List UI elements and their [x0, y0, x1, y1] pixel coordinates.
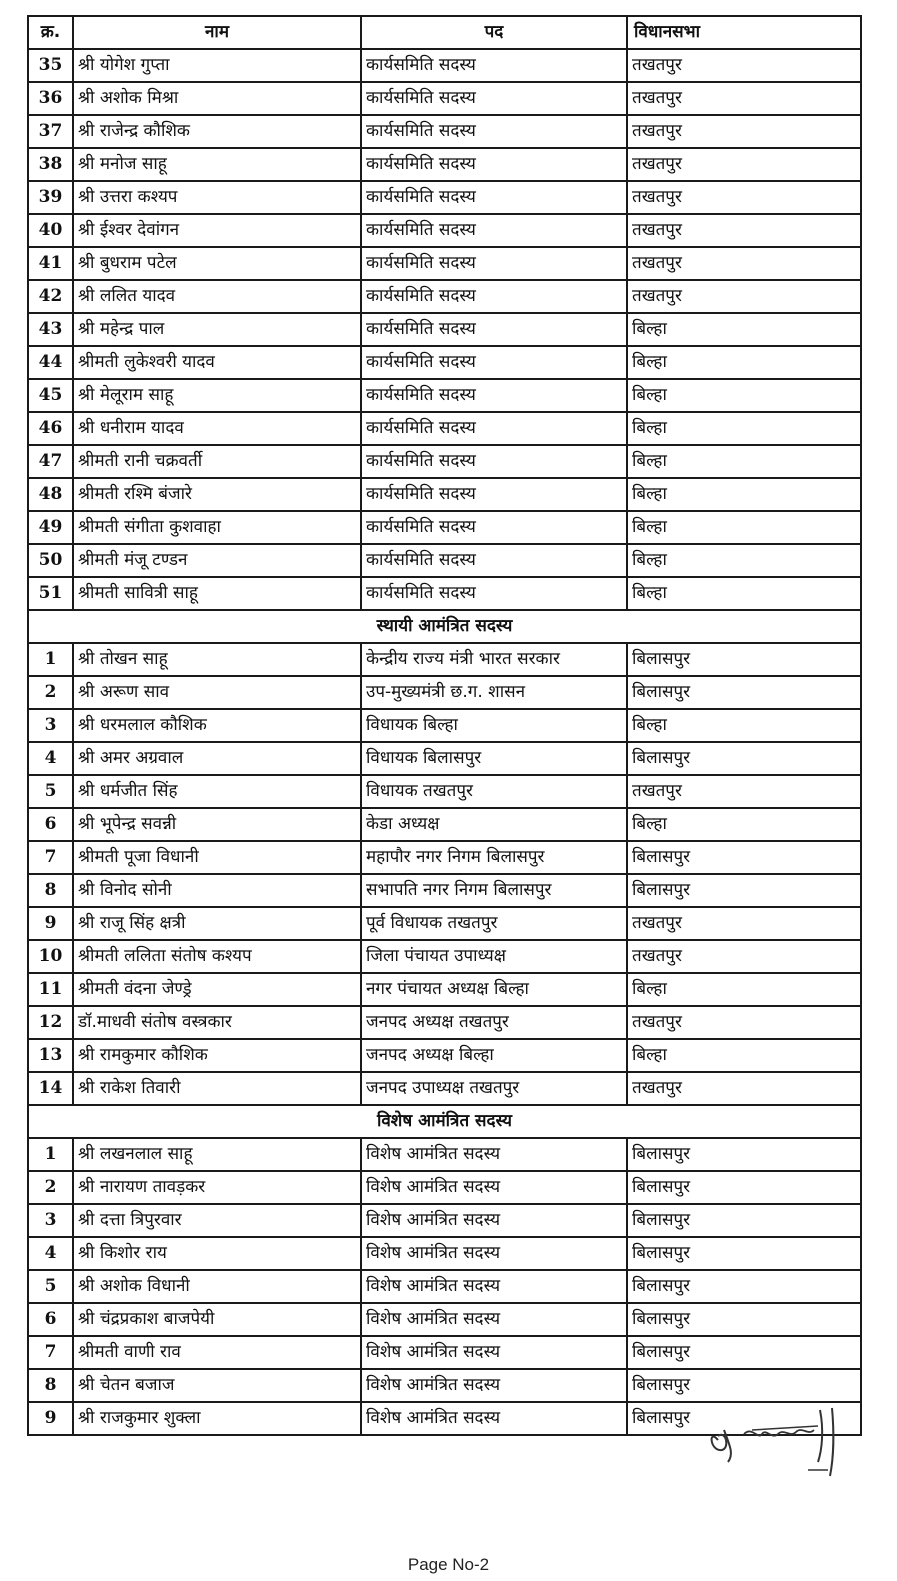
- cell-vidhansabha: तखतपुर: [627, 148, 861, 181]
- header-pad: पद: [361, 16, 627, 49]
- cell-designation: कार्यसमिति सदस्य: [361, 49, 627, 82]
- cell-number: 40: [28, 214, 73, 247]
- table-row: [28, 412, 861, 445]
- cell-designation: विशेष आमंत्रित सदस्य: [361, 1402, 627, 1435]
- cell-name: श्रीमती पूजा विधानी: [73, 841, 361, 874]
- cell-name: श्री अमर अग्रवाल: [73, 742, 361, 775]
- cell-name: श्री मनोज साहू: [73, 148, 361, 181]
- cell-name: श्री अशोक विधानी: [73, 1270, 361, 1303]
- cell-number: 11: [28, 973, 73, 1006]
- cell-name: श्री ईश्वर देवांगन: [73, 214, 361, 247]
- cell-number: 12: [28, 1006, 73, 1039]
- cell-name: श्री महेन्द्र पाल: [73, 313, 361, 346]
- cell-number: 6: [28, 808, 73, 841]
- cell-vidhansabha: बिलासपुर: [627, 1369, 861, 1402]
- header-num: क्र.: [28, 16, 73, 49]
- member-table: [27, 15, 862, 1436]
- cell-number: 5: [28, 775, 73, 808]
- cell-number: 49: [28, 511, 73, 544]
- cell-name: श्रीमती वाणी राव: [73, 1336, 361, 1369]
- cell-name: श्रीमती रश्मि बंजारे: [73, 478, 361, 511]
- cell-designation: नगर पंचायत अध्यक्ष बिल्हा: [361, 973, 627, 1006]
- cell-name: श्री राजेन्द्र कौशिक: [73, 115, 361, 148]
- cell-name: श्री चेतन बजाज: [73, 1369, 361, 1402]
- cell-designation: पूर्व विधायक तखतपुर: [361, 907, 627, 940]
- cell-designation: सभापति नगर निगम बिलासपुर: [361, 874, 627, 907]
- cell-vidhansabha: बिलासपुर: [627, 1270, 861, 1303]
- cell-number: 37: [28, 115, 73, 148]
- cell-vidhansabha: तखतपुर: [627, 115, 861, 148]
- table-row: [28, 841, 861, 874]
- cell-number: 3: [28, 1204, 73, 1237]
- cell-designation: कार्यसमिति सदस्य: [361, 181, 627, 214]
- cell-vidhansabha: बिलासपुर: [627, 1237, 861, 1270]
- cell-vidhansabha: तखतपुर: [627, 82, 861, 115]
- cell-number: 42: [28, 280, 73, 313]
- cell-designation: विशेष आमंत्रित सदस्य: [361, 1138, 627, 1171]
- cell-designation: विशेष आमंत्रित सदस्य: [361, 1369, 627, 1402]
- cell-name: श्री धरमलाल कौशिक: [73, 709, 361, 742]
- table-row: [28, 115, 861, 148]
- table-row: [28, 577, 861, 610]
- table-row: [28, 181, 861, 214]
- cell-name: श्रीमती संगीता कुशवाहा: [73, 511, 361, 544]
- table-row: [28, 1039, 861, 1072]
- table-row: [28, 709, 861, 742]
- cell-designation: कार्यसमिति सदस्य: [361, 511, 627, 544]
- cell-vidhansabha: तखतपुर: [627, 1006, 861, 1039]
- cell-vidhansabha: बिल्हा: [627, 577, 861, 610]
- cell-vidhansabha: बिलासपुर: [627, 1171, 861, 1204]
- cell-vidhansabha: बिल्हा: [627, 412, 861, 445]
- cell-vidhansabha: बिलासपुर: [627, 1336, 861, 1369]
- table-body: [28, 49, 861, 1435]
- table-row: [28, 1204, 861, 1237]
- cell-designation: केडा अध्यक्ष: [361, 808, 627, 841]
- section-row: [28, 1105, 861, 1138]
- table-row: [28, 148, 861, 181]
- cell-number: 3: [28, 709, 73, 742]
- cell-name: श्री राकेश तिवारी: [73, 1072, 361, 1105]
- cell-number: 36: [28, 82, 73, 115]
- cell-designation: उप-मुख्यमंत्री छ.ग. शासन: [361, 676, 627, 709]
- cell-number: 50: [28, 544, 73, 577]
- cell-name: श्री योगेश गुप्ता: [73, 49, 361, 82]
- cell-name: श्री दत्ता त्रिपुरवार: [73, 1204, 361, 1237]
- cell-number: 4: [28, 1237, 73, 1270]
- cell-name: श्री धर्मजीत सिंह: [73, 775, 361, 808]
- cell-number: 9: [28, 1402, 73, 1435]
- cell-designation: कार्यसमिति सदस्य: [361, 280, 627, 313]
- table-row: [28, 676, 861, 709]
- cell-vidhansabha: बिल्हा: [627, 313, 861, 346]
- cell-vidhansabha: बिल्हा: [627, 709, 861, 742]
- cell-vidhansabha: बिलासपुर: [627, 643, 861, 676]
- cell-name: श्रीमती सावित्री साहू: [73, 577, 361, 610]
- table-row: [28, 1369, 861, 1402]
- cell-number: 2: [28, 1171, 73, 1204]
- table-row: [28, 280, 861, 313]
- cell-designation: कार्यसमिति सदस्य: [361, 379, 627, 412]
- cell-number: 47: [28, 445, 73, 478]
- cell-number: 39: [28, 181, 73, 214]
- cell-designation: जिला पंचायत उपाध्यक्ष: [361, 940, 627, 973]
- cell-number: 8: [28, 1369, 73, 1402]
- cell-number: 45: [28, 379, 73, 412]
- cell-name: श्रीमती रानी चक्रवर्ती: [73, 445, 361, 478]
- cell-vidhansabha: बिलासपुर: [627, 676, 861, 709]
- section-title: विशेष आमंत्रित सदस्य: [28, 1105, 861, 1138]
- cell-number: 1: [28, 1138, 73, 1171]
- table-row: [28, 643, 861, 676]
- cell-number: 44: [28, 346, 73, 379]
- cell-vidhansabha: बिलासपुर: [627, 841, 861, 874]
- cell-number: 38: [28, 148, 73, 181]
- cell-name: श्री रामकुमार कौशिक: [73, 1039, 361, 1072]
- cell-name: श्री चंद्रप्रकाश बाजपेयी: [73, 1303, 361, 1336]
- table-row: [28, 940, 861, 973]
- table-row: [28, 379, 861, 412]
- table-row: [28, 1303, 861, 1336]
- cell-designation: विशेष आमंत्रित सदस्य: [361, 1237, 627, 1270]
- cell-number: 46: [28, 412, 73, 445]
- cell-designation: विधायक बिलासपुर: [361, 742, 627, 775]
- table-row: [28, 874, 861, 907]
- cell-vidhansabha: बिल्हा: [627, 808, 861, 841]
- cell-name: श्री उत्तरा कश्यप: [73, 181, 361, 214]
- cell-number: 1: [28, 643, 73, 676]
- cell-designation: कार्यसमिति सदस्य: [361, 577, 627, 610]
- table-row: [28, 808, 861, 841]
- cell-name: श्री अशोक मिश्रा: [73, 82, 361, 115]
- cell-vidhansabha: तखतपुर: [627, 775, 861, 808]
- cell-name: श्रीमती वंदना जेण्ड्रे: [73, 973, 361, 1006]
- cell-vidhansabha: बिल्हा: [627, 379, 861, 412]
- cell-vidhansabha: बिल्हा: [627, 346, 861, 379]
- cell-vidhansabha: तखतपुर: [627, 907, 861, 940]
- table-row: [28, 1006, 861, 1039]
- cell-vidhansabha: तखतपुर: [627, 280, 861, 313]
- cell-vidhansabha: तखतपुर: [627, 181, 861, 214]
- cell-vidhansabha: बिलासपुर: [627, 1402, 861, 1435]
- cell-name: श्री नारायण तावड़कर: [73, 1171, 361, 1204]
- cell-number: 35: [28, 49, 73, 82]
- table-row: [28, 82, 861, 115]
- table-row: [28, 478, 861, 511]
- cell-designation: विशेष आमंत्रित सदस्य: [361, 1204, 627, 1237]
- cell-name: श्री किशोर राय: [73, 1237, 361, 1270]
- cell-vidhansabha: तखतपुर: [627, 1072, 861, 1105]
- header-name: नाम: [73, 16, 361, 49]
- cell-name: श्री राजकुमार शुक्ला: [73, 1402, 361, 1435]
- cell-designation: जनपद अध्यक्ष तखतपुर: [361, 1006, 627, 1039]
- cell-designation: विधायक तखतपुर: [361, 775, 627, 808]
- table-row: [28, 1237, 861, 1270]
- cell-number: 43: [28, 313, 73, 346]
- cell-number: 7: [28, 841, 73, 874]
- table-row: [28, 214, 861, 247]
- cell-vidhansabha: तखतपुर: [627, 940, 861, 973]
- cell-designation: कार्यसमिति सदस्य: [361, 346, 627, 379]
- table-row: [28, 1336, 861, 1369]
- cell-name: डॉ.माधवी संतोष वस्त्रकार: [73, 1006, 361, 1039]
- cell-designation: कार्यसमिति सदस्य: [361, 148, 627, 181]
- cell-designation: विशेष आमंत्रित सदस्य: [361, 1270, 627, 1303]
- table-row: [28, 775, 861, 808]
- table-row: [28, 346, 861, 379]
- page-number: Page No-2: [407, 1555, 490, 1574]
- cell-designation: कार्यसमिति सदस्य: [361, 247, 627, 280]
- cell-designation: कार्यसमिति सदस्य: [361, 214, 627, 247]
- cell-name: श्रीमती ललिता संतोष कश्यप: [73, 940, 361, 973]
- cell-name: श्री भूपेन्द्र सवन्नी: [73, 808, 361, 841]
- section-title: स्थायी आमंत्रित सदस्य: [28, 610, 861, 643]
- cell-designation: विशेष आमंत्रित सदस्य: [361, 1336, 627, 1369]
- cell-name: श्री बुधराम पटेल: [73, 247, 361, 280]
- cell-number: 48: [28, 478, 73, 511]
- cell-number: 14: [28, 1072, 73, 1105]
- table-row: [28, 1072, 861, 1105]
- cell-number: 10: [28, 940, 73, 973]
- cell-name: श्री राजू सिंह क्षत्री: [73, 907, 361, 940]
- cell-number: 5: [28, 1270, 73, 1303]
- cell-vidhansabha: बिल्हा: [627, 511, 861, 544]
- cell-vidhansabha: बिल्हा: [627, 478, 861, 511]
- cell-vidhansabha: बिल्हा: [627, 544, 861, 577]
- cell-designation: जनपद उपाध्यक्ष तखतपुर: [361, 1072, 627, 1105]
- handwritten-signature: [700, 1400, 850, 1480]
- cell-vidhansabha: बिल्हा: [627, 1039, 861, 1072]
- cell-number: 8: [28, 874, 73, 907]
- cell-number: 41: [28, 247, 73, 280]
- table-row: [28, 247, 861, 280]
- cell-vidhansabha: तखतपुर: [627, 247, 861, 280]
- cell-vidhansabha: बिलासपुर: [627, 742, 861, 775]
- cell-number: 13: [28, 1039, 73, 1072]
- cell-designation: विशेष आमंत्रित सदस्य: [361, 1171, 627, 1204]
- table-row: [28, 907, 861, 940]
- cell-designation: महापौर नगर निगम बिलासपुर: [361, 841, 627, 874]
- cell-number: 6: [28, 1303, 73, 1336]
- cell-designation: कार्यसमिति सदस्य: [361, 115, 627, 148]
- table-row: [28, 445, 861, 478]
- cell-designation: कार्यसमिति सदस्य: [361, 82, 627, 115]
- cell-name: श्री धनीराम यादव: [73, 412, 361, 445]
- cell-designation: कार्यसमिति सदस्य: [361, 445, 627, 478]
- cell-name: श्री मेलूराम साहू: [73, 379, 361, 412]
- cell-designation: विशेष आमंत्रित सदस्य: [361, 1303, 627, 1336]
- cell-designation: विधायक बिल्हा: [361, 709, 627, 742]
- cell-vidhansabha: तखतपुर: [627, 214, 861, 247]
- cell-name: श्री अरूण साव: [73, 676, 361, 709]
- cell-number: 9: [28, 907, 73, 940]
- cell-vidhansabha: बिल्हा: [627, 445, 861, 478]
- cell-number: 7: [28, 1336, 73, 1369]
- cell-vidhansabha: बिलासपुर: [627, 1303, 861, 1336]
- table-row: [28, 742, 861, 775]
- cell-name: श्री विनोद सोनी: [73, 874, 361, 907]
- cell-vidhansabha: तखतपुर: [627, 49, 861, 82]
- cell-vidhansabha: बिल्हा: [627, 973, 861, 1006]
- cell-vidhansabha: बिलासपुर: [627, 1204, 861, 1237]
- cell-number: 2: [28, 676, 73, 709]
- cell-designation: कार्यसमिति सदस्य: [361, 478, 627, 511]
- table-row: [28, 1270, 861, 1303]
- table-header-row: [28, 16, 861, 49]
- cell-vidhansabha: बिलासपुर: [627, 874, 861, 907]
- cell-designation: कार्यसमिति सदस्य: [361, 544, 627, 577]
- table-row: [28, 1138, 861, 1171]
- cell-name: श्रीमती लुकेश्वरी यादव: [73, 346, 361, 379]
- table-row: [28, 544, 861, 577]
- section-row: [28, 610, 861, 643]
- table-row: [28, 973, 861, 1006]
- cell-name: श्री ललित यादव: [73, 280, 361, 313]
- cell-designation: केन्द्रीय राज्य मंत्री भारत सरकार: [361, 643, 627, 676]
- table-row: [28, 1171, 861, 1204]
- cell-name: श्री लखनलाल साहू: [73, 1138, 361, 1171]
- header-vidhansabha: विधानसभा: [627, 16, 861, 49]
- cell-number: 51: [28, 577, 73, 610]
- cell-name: श्री तोखन साहू: [73, 643, 361, 676]
- cell-designation: कार्यसमिति सदस्य: [361, 412, 627, 445]
- table-row: [28, 313, 861, 346]
- cell-number: 4: [28, 742, 73, 775]
- cell-vidhansabha: बिलासपुर: [627, 1138, 861, 1171]
- cell-designation: जनपद अध्यक्ष बिल्हा: [361, 1039, 627, 1072]
- cell-designation: कार्यसमिति सदस्य: [361, 313, 627, 346]
- cell-name: श्रीमती मंजू टण्डन: [73, 544, 361, 577]
- table-row: [28, 49, 861, 82]
- table-row: [28, 511, 861, 544]
